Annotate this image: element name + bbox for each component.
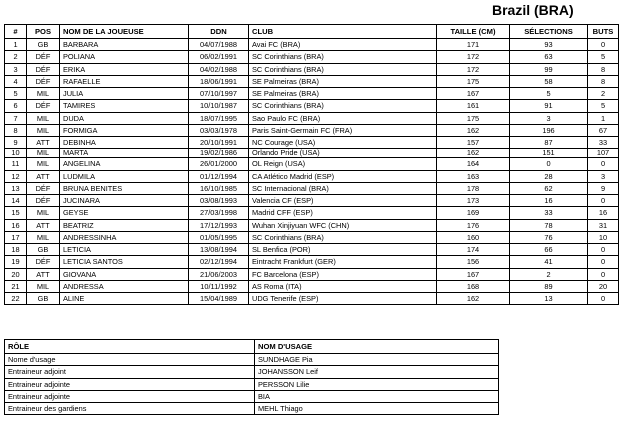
cell-pos: MIL [27, 112, 60, 124]
cell-staff-name: MEHL Thiago [255, 403, 499, 415]
cell-height: 160 [437, 231, 510, 243]
table-row [5, 293, 619, 305]
cell-name: FORMIGA [60, 124, 189, 136]
cell-height: 162 [437, 293, 510, 305]
cell-num: 21 [5, 280, 27, 292]
cell-pos: ATT [27, 137, 60, 149]
cell-club: Madrid CFF (ESP) [249, 207, 437, 219]
cell-name: LUDMILA [60, 170, 189, 182]
cell-num: 22 [5, 293, 27, 305]
cell-club: SC Corinthians (BRA) [249, 231, 437, 243]
cell-name: DEBINHA [60, 137, 189, 149]
table-row [5, 256, 619, 268]
staff-table [4, 339, 499, 415]
cell-ddn: 26/01/2000 [189, 158, 249, 170]
cell-staff-role: Entraineur des gardiens [5, 403, 255, 415]
cell-ddn: 03/08/1993 [189, 195, 249, 207]
cell-num: 19 [5, 256, 27, 268]
cell-club: SL Benfica (POR) [249, 244, 437, 256]
cell-name: JUCINARA [60, 195, 189, 207]
cell-caps: 151 [510, 149, 588, 158]
cell-club: SE Palmeiras (BRA) [249, 88, 437, 100]
cell-pos: GB [27, 39, 60, 51]
cell-height: 178 [437, 182, 510, 194]
table-row [5, 51, 619, 63]
cell-goals: 0 [588, 39, 619, 51]
cell-num: 17 [5, 231, 27, 243]
cell-goals: 0 [588, 268, 619, 280]
cell-name: BRUNA BENITES [60, 182, 189, 194]
cell-ddn: 17/12/1993 [189, 219, 249, 231]
cell-num: 11 [5, 158, 27, 170]
table-row [5, 366, 499, 378]
table-row [5, 354, 499, 366]
cell-num: 13 [5, 182, 27, 194]
cell-ddn: 10/11/1992 [189, 280, 249, 292]
cell-pos: DÉF [27, 51, 60, 63]
cell-name: BARBARA [60, 39, 189, 51]
cell-ddn: 18/06/1991 [189, 75, 249, 87]
cell-num: 18 [5, 244, 27, 256]
cell-goals: 0 [588, 256, 619, 268]
cell-height: 174 [437, 244, 510, 256]
cell-num: 7 [5, 112, 27, 124]
cell-caps: 87 [510, 137, 588, 149]
cell-club: SC Corinthians (BRA) [249, 100, 437, 112]
cell-height: 171 [437, 39, 510, 51]
cell-height: 175 [437, 112, 510, 124]
cell-pos: MIL [27, 149, 60, 158]
cell-goals: 16 [588, 207, 619, 219]
cell-caps: 2 [510, 268, 588, 280]
cell-num: 3 [5, 63, 27, 75]
cell-goals: 33 [588, 137, 619, 149]
cell-name: TAMIRES [60, 100, 189, 112]
cell-num: 15 [5, 207, 27, 219]
cell-ddn: 19/02/1986 [189, 149, 249, 158]
col-header-height: TAILLE (CM) [437, 25, 510, 39]
cell-height: 157 [437, 137, 510, 149]
cell-height: 176 [437, 219, 510, 231]
cell-height: 167 [437, 88, 510, 100]
players-header-row [5, 25, 619, 39]
cell-goals: 5 [588, 51, 619, 63]
cell-num: 6 [5, 100, 27, 112]
cell-staff-name: BIA [255, 390, 499, 402]
cell-ddn: 27/03/1998 [189, 207, 249, 219]
table-row [5, 149, 619, 158]
cell-club: UDG Tenerife (ESP) [249, 293, 437, 305]
cell-goals: 20 [588, 280, 619, 292]
cell-ddn: 06/02/1991 [189, 51, 249, 63]
cell-club: Sao Paulo FC (BRA) [249, 112, 437, 124]
table-row [5, 88, 619, 100]
table-row [5, 100, 619, 112]
cell-staff-name: PERSSON Lilie [255, 378, 499, 390]
cell-name: POLIANA [60, 51, 189, 63]
cell-club: Wuhan Xinjiyuan WFC (CHN) [249, 219, 437, 231]
cell-goals: 0 [588, 293, 619, 305]
cell-name: DUDA [60, 112, 189, 124]
cell-name: BEATRIZ [60, 219, 189, 231]
cell-height: 163 [437, 170, 510, 182]
cell-height: 167 [437, 268, 510, 280]
col-header-goals: BUTS [588, 25, 619, 39]
cell-caps: 196 [510, 124, 588, 136]
cell-caps: 13 [510, 293, 588, 305]
cell-ddn: 15/04/1989 [189, 293, 249, 305]
cell-caps: 76 [510, 231, 588, 243]
cell-name: LETICIA [60, 244, 189, 256]
table-row [5, 182, 619, 194]
cell-name: ALINE [60, 293, 189, 305]
cell-height: 156 [437, 256, 510, 268]
cell-pos: ATT [27, 268, 60, 280]
cell-goals: 1 [588, 112, 619, 124]
cell-pos: ATT [27, 219, 60, 231]
cell-num: 8 [5, 124, 27, 136]
cell-pos: MIL [27, 124, 60, 136]
cell-ddn: 21/06/2003 [189, 268, 249, 280]
cell-height: 175 [437, 75, 510, 87]
cell-num: 16 [5, 219, 27, 231]
cell-goals: 3 [588, 170, 619, 182]
cell-ddn: 01/05/1995 [189, 231, 249, 243]
cell-caps: 99 [510, 63, 588, 75]
cell-staff-name: SUNDHAGE Pia [255, 354, 499, 366]
cell-num: 10 [5, 149, 27, 158]
cell-club: NC Courage (USA) [249, 137, 437, 149]
table-row [5, 280, 619, 292]
cell-name: JULIA [60, 88, 189, 100]
cell-num: 20 [5, 268, 27, 280]
table-row [5, 137, 619, 149]
cell-height: 168 [437, 280, 510, 292]
cell-caps: 33 [510, 207, 588, 219]
cell-pos: ATT [27, 170, 60, 182]
cell-club: FC Barcelona (ESP) [249, 268, 437, 280]
cell-pos: MIL [27, 158, 60, 170]
cell-staff-name: JOHANSSON Leif [255, 366, 499, 378]
cell-name: LETICIA SANTOS [60, 256, 189, 268]
cell-pos: MIL [27, 231, 60, 243]
cell-goals: 8 [588, 63, 619, 75]
cell-goals: 9 [588, 182, 619, 194]
col-header-pos: POS [27, 25, 60, 39]
cell-goals: 10 [588, 231, 619, 243]
cell-height: 172 [437, 51, 510, 63]
cell-num: 2 [5, 51, 27, 63]
cell-name: ANDRESSA [60, 280, 189, 292]
cell-pos: GB [27, 293, 60, 305]
cell-caps: 41 [510, 256, 588, 268]
table-row [5, 268, 619, 280]
table-row [5, 158, 619, 170]
cell-name: MARTA [60, 149, 189, 158]
cell-staff-role: Entraineur adjointe [5, 390, 255, 402]
cell-caps: 78 [510, 219, 588, 231]
col-header-club: CLUB [249, 25, 437, 39]
cell-caps: 66 [510, 244, 588, 256]
cell-num: 1 [5, 39, 27, 51]
cell-height: 172 [437, 63, 510, 75]
cell-club: SC Internacional (BRA) [249, 182, 437, 194]
cell-ddn: 03/03/1978 [189, 124, 249, 136]
cell-club: Valencia CF (ESP) [249, 195, 437, 207]
cell-ddn: 18/07/1995 [189, 112, 249, 124]
cell-num: 9 [5, 137, 27, 149]
col-header-role: RÔLE [5, 340, 255, 354]
cell-name: ERIKA [60, 63, 189, 75]
cell-caps: 93 [510, 39, 588, 51]
cell-pos: DÉF [27, 182, 60, 194]
cell-caps: 0 [510, 158, 588, 170]
cell-height: 169 [437, 207, 510, 219]
col-header-staff-name: NOM D'USAGE [255, 340, 499, 354]
cell-height: 164 [437, 158, 510, 170]
cell-staff-role: Nome d'usage [5, 354, 255, 366]
cell-height: 162 [437, 149, 510, 158]
cell-name: ANDRESSINHA [60, 231, 189, 243]
cell-club: AS Roma (ITA) [249, 280, 437, 292]
table-row [5, 112, 619, 124]
cell-height: 173 [437, 195, 510, 207]
cell-pos: DÉF [27, 63, 60, 75]
col-header-num: # [5, 25, 27, 39]
cell-caps: 5 [510, 88, 588, 100]
cell-pos: DÉF [27, 100, 60, 112]
players-table [4, 24, 619, 305]
table-row [5, 231, 619, 243]
table-row [5, 219, 619, 231]
table-row [5, 124, 619, 136]
cell-staff-role: Entraineur adjoint [5, 366, 255, 378]
cell-name: RAFAELLE [60, 75, 189, 87]
cell-caps: 3 [510, 112, 588, 124]
cell-club: Avai FC (BRA) [249, 39, 437, 51]
cell-goals: 67 [588, 124, 619, 136]
cell-goals: 0 [588, 195, 619, 207]
cell-num: 12 [5, 170, 27, 182]
col-header-name: NOM DE LA JOUEUSE [60, 25, 189, 39]
table-row [5, 195, 619, 207]
table-row [5, 207, 619, 219]
cell-club: SE Palmeiras (BRA) [249, 75, 437, 87]
cell-pos: GB [27, 244, 60, 256]
cell-club: Paris Saint-Germain FC (FRA) [249, 124, 437, 136]
cell-name: GEYSE [60, 207, 189, 219]
cell-caps: 62 [510, 182, 588, 194]
cell-pos: MIL [27, 280, 60, 292]
cell-caps: 58 [510, 75, 588, 87]
cell-pos: DÉF [27, 195, 60, 207]
cell-caps: 16 [510, 195, 588, 207]
table-row [5, 170, 619, 182]
cell-name: GIOVANA [60, 268, 189, 280]
table-row [5, 63, 619, 75]
cell-goals: 5 [588, 100, 619, 112]
cell-num: 4 [5, 75, 27, 87]
cell-num: 14 [5, 195, 27, 207]
staff-header-row [5, 340, 499, 354]
col-header-ddn: DDN [189, 25, 249, 39]
cell-ddn: 16/10/1985 [189, 182, 249, 194]
cell-ddn: 13/08/1994 [189, 244, 249, 256]
table-row [5, 39, 619, 51]
cell-ddn: 04/02/1988 [189, 63, 249, 75]
cell-caps: 91 [510, 100, 588, 112]
table-row [5, 378, 499, 390]
cell-club: CA Atlético Madrid (ESP) [249, 170, 437, 182]
cell-pos: DÉF [27, 256, 60, 268]
table-row [5, 244, 619, 256]
cell-club: Eintracht Frankfurt (GER) [249, 256, 437, 268]
cell-height: 162 [437, 124, 510, 136]
cell-caps: 28 [510, 170, 588, 182]
cell-pos: MIL [27, 207, 60, 219]
cell-goals: 0 [588, 158, 619, 170]
cell-ddn: 20/10/1991 [189, 137, 249, 149]
cell-goals: 31 [588, 219, 619, 231]
cell-ddn: 10/10/1987 [189, 100, 249, 112]
cell-height: 161 [437, 100, 510, 112]
cell-ddn: 07/10/1997 [189, 88, 249, 100]
cell-club: SC Corinthians (BRA) [249, 63, 437, 75]
cell-caps: 89 [510, 280, 588, 292]
cell-club: OL Reign (USA) [249, 158, 437, 170]
cell-ddn: 04/07/1988 [189, 39, 249, 51]
cell-club: Orlando Pride (USA) [249, 149, 437, 158]
cell-club: SC Corinthians (BRA) [249, 51, 437, 63]
cell-goals: 0 [588, 244, 619, 256]
cell-goals: 2 [588, 88, 619, 100]
cell-pos: DÉF [27, 75, 60, 87]
cell-goals: 8 [588, 75, 619, 87]
table-row [5, 75, 619, 87]
cell-num: 5 [5, 88, 27, 100]
cell-caps: 63 [510, 51, 588, 63]
cell-goals: 107 [588, 149, 619, 158]
cell-staff-role: Entraineur adjointe [5, 378, 255, 390]
team-title: Brazil (BRA) [492, 2, 574, 18]
table-row [5, 390, 499, 402]
table-row [5, 403, 499, 415]
cell-ddn: 01/12/1994 [189, 170, 249, 182]
col-header-caps: SÉLECTIONS [510, 25, 588, 39]
cell-ddn: 02/12/1994 [189, 256, 249, 268]
cell-name: ANGELINA [60, 158, 189, 170]
cell-pos: MIL [27, 88, 60, 100]
